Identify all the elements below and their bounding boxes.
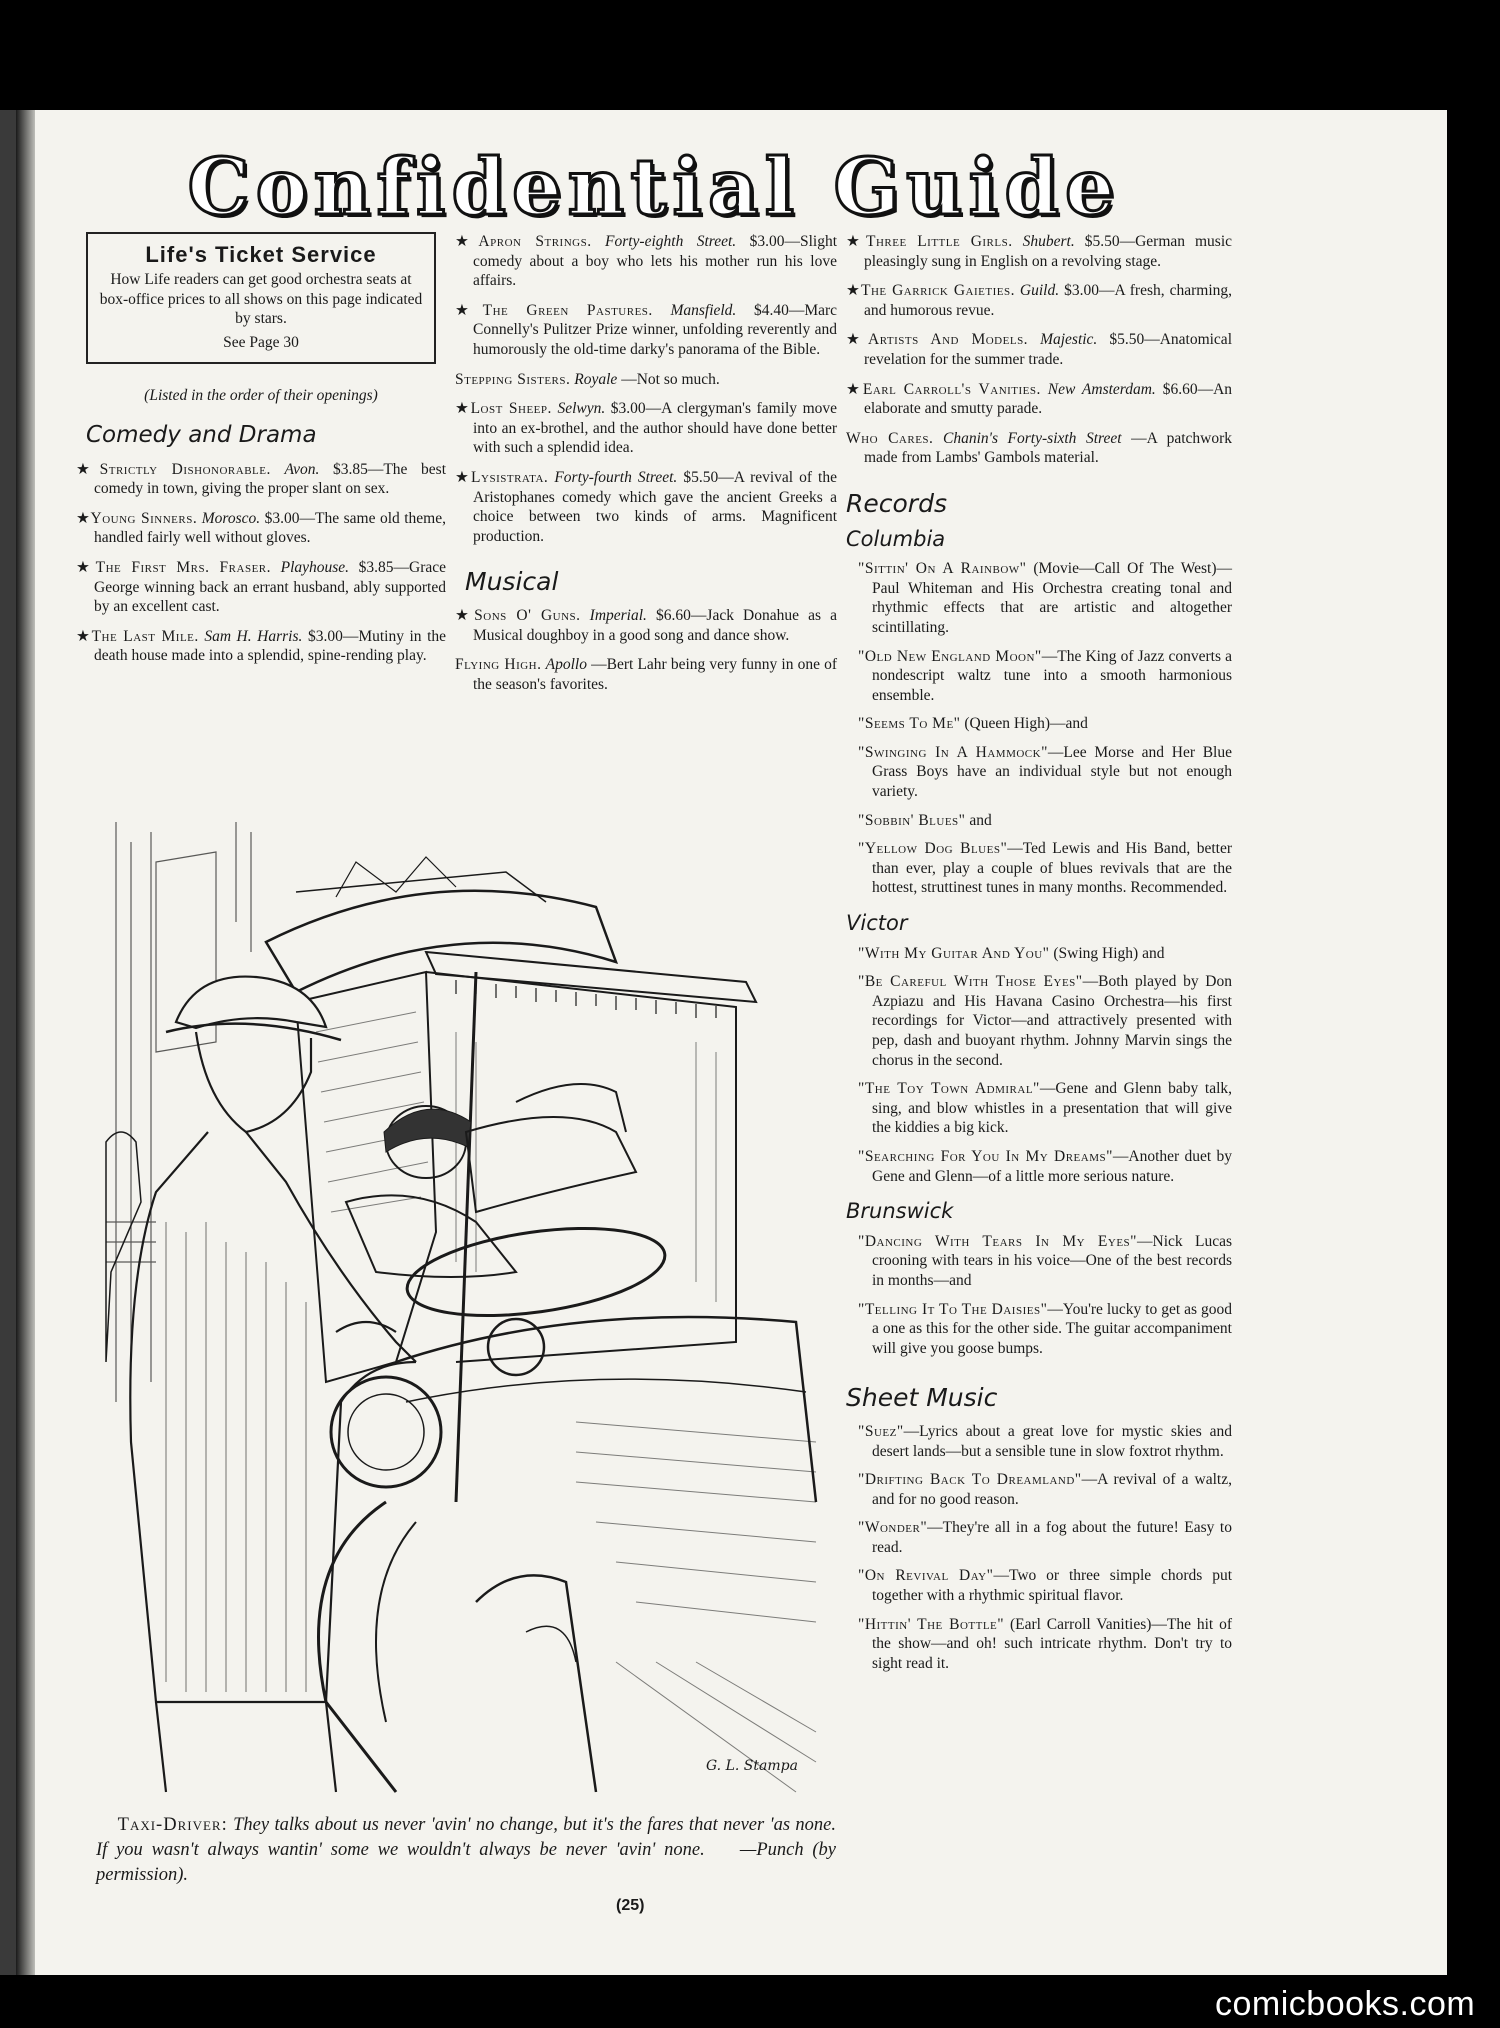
show-description: $5.50—Anatomical revelation for the summer trade. — [864, 331, 1232, 368]
subsection-columbia: Columbia — [846, 526, 946, 551]
show-description: $4.40—Marc Connelly's Pulitzer Prize winner, unfolding reverently and humorously the old-time darky's panorama of the Bible. — [473, 301, 838, 358]
record-title: "Hittin' The Bottle" — [858, 1615, 1005, 1633]
record-description: —Ted Lewis and His Band, better than ever, play a couple of blues revivals that are the hottest, struttinest tunes in many months. Recommended. — [872, 840, 1232, 897]
record-title: "Dancing With Tears In My Eyes" — [858, 1232, 1137, 1250]
star-marker: ★ — [76, 558, 96, 576]
show-description: $3.00—Mutiny in the death house made into a splendid, spine-rending play. — [94, 627, 447, 665]
show-theatre: Playhouse. — [280, 558, 350, 576]
record-listing — [846, 1615, 1232, 1674]
show-listing — [455, 606, 837, 645]
caption-credit: —Punch (by permission). — [96, 1840, 837, 1885]
star-marker: ★ — [455, 233, 479, 250]
show-theatre: Selwyn. — [557, 400, 606, 418]
show-listing — [455, 399, 837, 458]
page-number: (25) — [616, 1897, 645, 1914]
star-marker: ★ — [455, 468, 472, 486]
show-title: Young Sinners. — [90, 509, 198, 527]
record-listing — [846, 559, 1232, 637]
show-listing — [846, 281, 1232, 320]
show-theatre: Avon. — [284, 460, 320, 478]
star-marker: ★ — [846, 233, 867, 250]
record-description: —A revival of a waltz, and for no good reason. — [872, 1471, 1232, 1508]
record-description: —Another duet by Gene and Glenn—of a little more serious nature. — [872, 1147, 1232, 1185]
column-right — [846, 232, 1232, 1682]
show-description: $5.50—A revival of the Aristophanes comedy which gave the ancient Greeks a choice between two kinds of arms. Magnificent production. — [473, 468, 837, 545]
show-description: $3.00—A clergyman's family move into an ex-brothel, and the author should have done better with such a splendid idea. — [473, 400, 838, 457]
record-description: —Lyrics about a great love for mystic skies and desert lands—but a sensible tune in slow foxtrot rhythm. — [872, 1422, 1232, 1460]
show-listing — [455, 301, 837, 360]
record-listing — [846, 1079, 1232, 1138]
record-listing — [846, 1566, 1232, 1605]
caption-quote: They talks about us never 'avin' no change, but it's the fares that never 'as none. If you wasn't always wantin' some we wouldn't always be never 'avin' none. — [96, 1815, 837, 1860]
show-title: Artists And Models. — [868, 331, 1029, 349]
record-description: (Swing High) and — [1049, 944, 1165, 962]
ticket-service-title: Life's Ticket Service — [145, 242, 377, 267]
cab-roof — [266, 891, 616, 992]
show-listing — [846, 330, 1232, 369]
pedestrian — [106, 1132, 141, 1362]
show-theatre: Imperial. — [589, 606, 647, 624]
section-comedy-drama: Comedy and Drama — [86, 421, 317, 448]
record-title: "Telling It To The Daisies" — [858, 1300, 1048, 1318]
star-marker: ★ — [76, 509, 91, 527]
show-title: The Green Pastures. — [482, 301, 653, 319]
musical-list-continued — [846, 232, 1232, 468]
show-description: $3.00—Slight comedy about a boy who lets his mother run his love affairs. — [473, 233, 838, 290]
comedy-list — [76, 460, 446, 666]
subsection-victor: Victor — [846, 911, 908, 936]
show-theatre: Apollo — [545, 656, 587, 674]
steering-wheel — [402, 1214, 671, 1329]
page-title: Confidential Guide — [187, 142, 1121, 233]
record-listing — [846, 714, 1232, 734]
record-title: "Searching For You In My Dreams" — [858, 1147, 1113, 1165]
star-marker: ★ — [455, 301, 483, 319]
show-theatre: Shubert. — [1022, 233, 1075, 250]
show-title: Earl Carroll's Vanities. — [862, 380, 1041, 398]
columbia-list — [846, 559, 1232, 898]
record-description: (Movie—Call Of The West)—Paul Whiteman and His Orchestra creating tonal and rhythmic effects that are artistic and altogether scintillating. — [872, 560, 1233, 636]
caption-speaker: Taxi-Driver: — [117, 1815, 228, 1835]
record-title: "Sobbin' Blues" — [858, 811, 966, 829]
record-title: "Old New England Moon" — [858, 647, 1042, 665]
musical-list — [455, 606, 837, 694]
record-description: —You're lucky to get as good a one as this for the other side. The guitar accompaniment will give you goose bumps. — [872, 1300, 1232, 1357]
show-theatre: Mansfield. — [670, 301, 737, 319]
record-listing — [846, 1300, 1232, 1359]
record-description: —The King of Jazz converts a nondescript waltz tune into a smooth harmonious ensemble. — [872, 647, 1233, 704]
record-listing — [846, 647, 1232, 706]
column-left — [76, 232, 446, 676]
show-listing — [846, 232, 1232, 271]
record-title: "Wonder" — [858, 1519, 928, 1537]
show-theatre: New Amsterdam. — [1047, 380, 1156, 398]
show-theatre: Royale — [574, 370, 618, 388]
show-theatre: Guild. — [1019, 282, 1060, 300]
show-description: $6.60—Jack Donahue as a Musical doughboy in a good song and dance show. — [473, 606, 838, 644]
binding-edge — [0, 110, 16, 1975]
record-description: —Gene and Glenn baby talk, sing, and blow whistles in a presentation that will give the kiddies a big kick. — [872, 1080, 1233, 1137]
record-description: —Lee Morse and Her Blue Grass Boys have an individual style but not enough variety. — [872, 743, 1232, 801]
record-listing — [846, 811, 1232, 831]
show-title: Lysistrata. — [471, 468, 549, 486]
binding-shadow — [16, 110, 35, 1975]
record-description: —Nick Lucas crooning with tears in his voice—One of the best records in months—and — [872, 1232, 1233, 1289]
show-title: The First Mrs. Fraser. — [95, 558, 272, 576]
record-listing — [846, 1147, 1232, 1186]
section-records: Records — [846, 488, 947, 518]
ticket-service-see: See Page 30 — [223, 333, 299, 351]
show-description: $3.85—The best comedy in town, giving the proper slant on sex. — [94, 460, 447, 498]
show-listing — [846, 380, 1232, 419]
show-theatre: Forty-eighth Street. — [604, 233, 737, 250]
record-description: —Two or three simple chords put together with a rhythmic spiritual flavor. — [872, 1567, 1233, 1605]
show-description: —A patchwork made from Lambs' Gambols material. — [864, 429, 1233, 467]
show-description: $3.85—Grace George winning back an errant husband, ably supported by an excellent cast. — [94, 558, 447, 616]
record-description: —Both played by Don Azpiazu and His Havana Casino Orchestra—his first recordings for Victor—and attractively presented with pep, dash and buoyant rhythm. Johnny Marvin sings the chorus in the second. — [872, 973, 1232, 1069]
show-theatre: Sam H. Harris. — [204, 627, 303, 645]
star-marker: ★ — [76, 460, 100, 478]
taxi-illustration — [96, 802, 836, 1804]
victor-list — [846, 944, 1232, 1187]
star-marker: ★ — [846, 282, 861, 300]
show-title: Strictly Dishonorable. — [99, 460, 271, 478]
show-description: —Not so much. — [621, 370, 720, 388]
record-description: and — [965, 811, 992, 829]
show-listing — [455, 655, 837, 694]
record-listing — [846, 1232, 1232, 1291]
record-listing — [846, 944, 1232, 964]
record-title: "Be Careful With Those Eyes" — [858, 973, 1083, 991]
show-description: —Bert Lahr being very funny in one of the season's favorites. — [473, 656, 838, 693]
star-marker: ★ — [455, 400, 471, 418]
show-listing — [76, 558, 446, 617]
show-title: Apron Strings. — [478, 233, 592, 250]
record-title: "Drifting Back To Dreamland" — [858, 1471, 1082, 1489]
cartoon-caption — [96, 1813, 836, 1888]
sheet-music-list — [846, 1422, 1232, 1674]
record-title: "On Revival Day" — [858, 1567, 994, 1585]
show-listing — [455, 370, 837, 390]
star-marker: ★ — [846, 380, 863, 398]
record-listing — [846, 743, 1232, 802]
record-listing — [846, 839, 1232, 898]
comedy-list-continued — [455, 232, 837, 546]
show-theatre: Chanin's Forty-sixth Street — [943, 429, 1122, 447]
star-marker: ★ — [76, 627, 92, 645]
show-description: $3.00—A fresh, charming, and humorous revue. — [864, 282, 1232, 319]
show-title: Who Cares. — [846, 429, 934, 447]
record-title: "Suez" — [858, 1422, 904, 1440]
show-title: Three Little Girls. — [866, 233, 1013, 250]
brunswick-list — [846, 1232, 1232, 1359]
show-listing — [846, 429, 1232, 468]
record-description: —They're all in a fog about the future! Easy to read. — [872, 1519, 1232, 1556]
subsection-brunswick: Brunswick — [846, 1199, 954, 1224]
show-title: Lost Sheep. — [470, 400, 552, 418]
show-listing — [455, 468, 837, 546]
section-musical: Musical — [465, 567, 559, 597]
artist-signature: G. L. Stampa — [706, 1758, 798, 1774]
show-description: $3.00—The same old theme, handled fairly well without gloves. — [94, 509, 446, 547]
show-title: Stepping Sisters. — [455, 370, 571, 388]
record-description: (Queen High)—and — [960, 715, 1088, 733]
show-description: $5.50—German music pleasingly sung in English on a revolving stage. — [864, 233, 1233, 270]
sleeping-driver — [346, 1084, 636, 1277]
show-description: $6.60—An elaborate and smutty parade. — [864, 380, 1233, 418]
show-title: Flying High. — [455, 656, 542, 674]
show-listing — [76, 460, 446, 499]
show-title: The Last Mile. — [91, 627, 199, 645]
gentleman-figure — [130, 977, 416, 1792]
section-sheet-music: Sheet Music — [846, 1383, 998, 1413]
show-listing — [76, 627, 446, 666]
site-watermark: comicbooks.com — [1215, 1985, 1476, 2023]
record-listing — [846, 1470, 1232, 1509]
show-title: The Garrick Gaieties. — [861, 282, 1015, 300]
show-theatre: Morosco. — [201, 509, 261, 527]
show-title: Sons O' Guns. — [474, 606, 581, 624]
show-listing — [455, 232, 837, 291]
column-middle — [455, 232, 837, 704]
ticket-service-body: How Life readers can get good orchestra seats at box-office prices to all shows on this page indicated by stars. — [99, 271, 423, 328]
background-buildings — [106, 822, 251, 1402]
show-theatre: Majestic. — [1040, 331, 1098, 349]
record-title: "With My Guitar And You" — [858, 944, 1050, 962]
ticket-service-box — [86, 232, 436, 364]
record-title: "Seems To Me" — [858, 715, 961, 733]
record-title: "Swinging In A Hammock" — [858, 743, 1048, 761]
record-listing — [846, 1422, 1232, 1461]
record-listing — [846, 972, 1232, 1070]
record-title: "Sittin' On A Rainbow" — [858, 560, 1027, 578]
record-title: "Yellow Dog Blues" — [858, 840, 1008, 858]
record-description: (Earl Carroll Vanities)—The hit of the show—and oh! such intricate rhythm. Don't try to sight read it. — [872, 1615, 1232, 1672]
show-listing — [76, 509, 446, 548]
record-listing — [846, 1518, 1232, 1557]
star-marker: ★ — [846, 331, 869, 349]
record-title: "The Toy Town Admiral" — [858, 1080, 1040, 1098]
listing-note: (Listed in the order of their openings) — [144, 387, 378, 405]
show-theatre: Forty-fourth Street. — [554, 468, 678, 486]
star-marker: ★ — [455, 606, 475, 624]
